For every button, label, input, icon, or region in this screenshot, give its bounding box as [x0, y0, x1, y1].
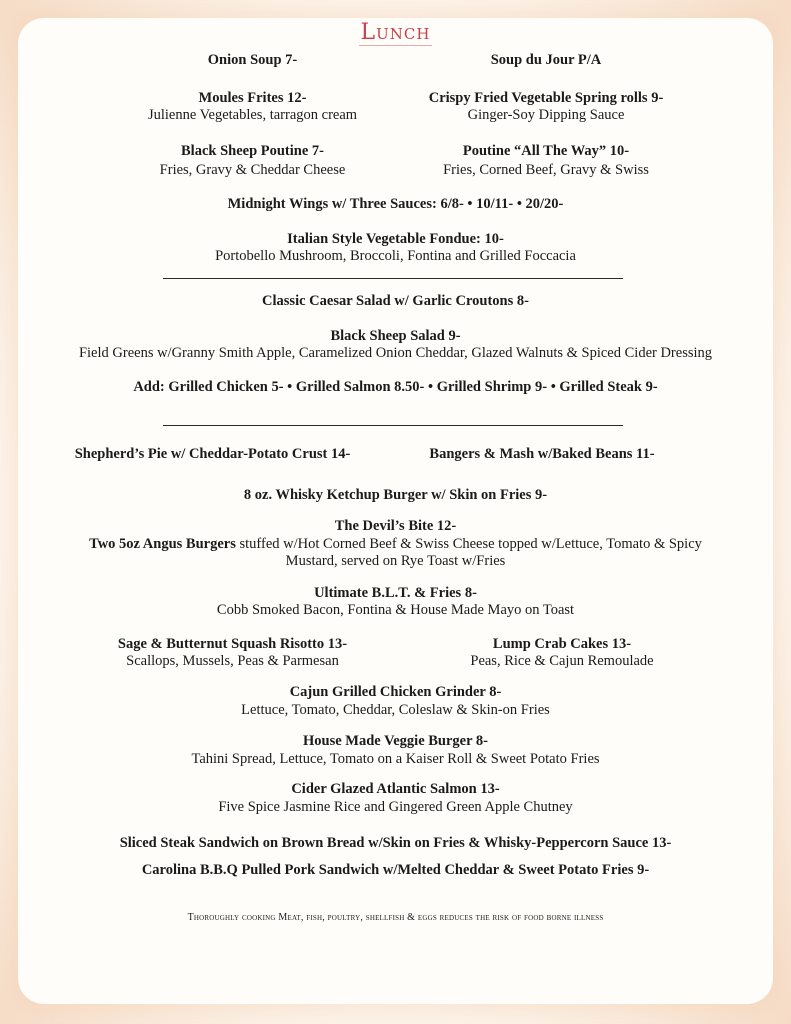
item-risotto-title: Sage & Butternut Squash Risotto 13-	[117, 636, 348, 652]
item-salmon-title: Cider Glazed Atlantic Salmon 13-	[291, 781, 500, 797]
item-crab-cakes-desc: Peas, Rice & Cajun Remoulade	[470, 653, 654, 669]
item-bangers-mash: Bangers & Mash w/Baked Beans 11-	[429, 446, 655, 462]
food-safety-note: Thoroughly cooking Meat, fish, poultry, shellfish & eggs reduces the risk of food borne illness	[187, 912, 604, 923]
item-pulled-pork: Carolina B.B.Q Pulled Pork Sandwich w/Melted Cheddar & Sweet Potato Fries 9-	[141, 862, 650, 878]
item-poutine-all-way-desc: Fries, Corned Beef, Gravy & Swiss	[443, 162, 649, 178]
item-devils-bite-desc-bold: Two 5oz Angus Burgers	[89, 536, 236, 552]
divider	[163, 425, 623, 426]
item-black-sheep-salad-desc: Field Greens w/Granny Smith Apple, Caramelized Onion Cheddar, Glazed Walnuts & Spiced Cider Dressing	[78, 345, 713, 361]
menu-title-text: Lunch	[360, 20, 431, 45]
item-fondue-title: Italian Style Vegetable Fondue: 10-	[287, 231, 504, 247]
item-blt-title: Ultimate B.L.T. & Fries 8-	[314, 585, 477, 601]
item-midnight-wings: Midnight Wings w/ Three Sauces: 6/8- • 10/11- • 20/20-	[227, 196, 564, 212]
item-devils-bite-desc-2: Mustard, served on Rye Toast w/Fries	[285, 553, 506, 569]
item-risotto-desc: Scallops, Mussels, Peas & Parmesan	[126, 653, 339, 669]
item-shepherds-pie: Shepherd’s Pie w/ Cheddar-Potato Crust 14-	[74, 446, 351, 462]
item-veggie-burger-title: House Made Veggie Burger 8-	[303, 733, 488, 749]
item-spring-rolls-desc: Ginger-Soy Dipping Sauce	[467, 107, 625, 123]
item-poutine-title: Black Sheep Poutine 7-	[181, 143, 324, 159]
item-grinder-title: Cajun Grilled Chicken Grinder 8-	[289, 684, 502, 700]
item-caesar-salad: Classic Caesar Salad w/ Garlic Croutons 8-	[262, 293, 529, 309]
item-whisky-burger: 8 oz. Whisky Ketchup Burger w/ Skin on Fries 9-	[243, 487, 548, 503]
item-veggie-burger-desc: Tahini Spread, Lettuce, Tomato on a Kaiser Roll & Sweet Potato Fries	[191, 751, 600, 767]
item-onion-soup: Onion Soup 7-	[207, 52, 298, 68]
item-grinder-desc: Lettuce, Tomato, Cheddar, Coleslaw & Skin-on Fries	[241, 702, 550, 718]
item-devils-bite-desc-text: stuffed w/Hot Corned Beef & Swiss Cheese topped w/Lettuce, Tomato & Spicy	[235, 536, 702, 552]
menu-title	[0, 20, 791, 45]
item-soup-du-jour: Soup du Jour P/A	[490, 52, 602, 68]
item-poutine-all-way-title: Poutine “All The Way” 10-	[462, 143, 630, 159]
item-moules-title: Moules Frites 12-	[198, 90, 307, 106]
item-add-ons: Add: Grilled Chicken 5- • Grilled Salmon 8.50- • Grilled Shrimp 9- • Grilled Steak 9-	[133, 379, 658, 395]
item-crab-cakes-title: Lump Crab Cakes 13-	[492, 636, 632, 652]
item-moules-desc: Julienne Vegetables, tarragon cream	[147, 107, 358, 123]
item-steak-sandwich: Sliced Steak Sandwich on Brown Bread w/Skin on Fries & Whisky-Peppercorn Sauce 13-	[119, 835, 672, 851]
item-poutine-desc: Fries, Gravy & Cheddar Cheese	[159, 162, 346, 178]
item-spring-rolls-title: Crispy Fried Vegetable Spring rolls 9-	[428, 90, 664, 106]
item-fondue-desc: Portobello Mushroom, Broccoli, Fontina and Grilled Foccacia	[215, 248, 576, 264]
item-salmon-desc: Five Spice Jasmine Rice and Gingered Green Apple Chutney	[218, 799, 573, 815]
item-blt-desc: Cobb Smoked Bacon, Fontina & House Made Mayo on Toast	[216, 602, 575, 618]
item-devils-bite-title: The Devil’s Bite 12-	[334, 518, 457, 534]
divider	[163, 278, 623, 279]
item-devils-bite-desc-1	[0, 536, 791, 553]
item-black-sheep-salad-title: Black Sheep Salad 9-	[330, 328, 461, 344]
